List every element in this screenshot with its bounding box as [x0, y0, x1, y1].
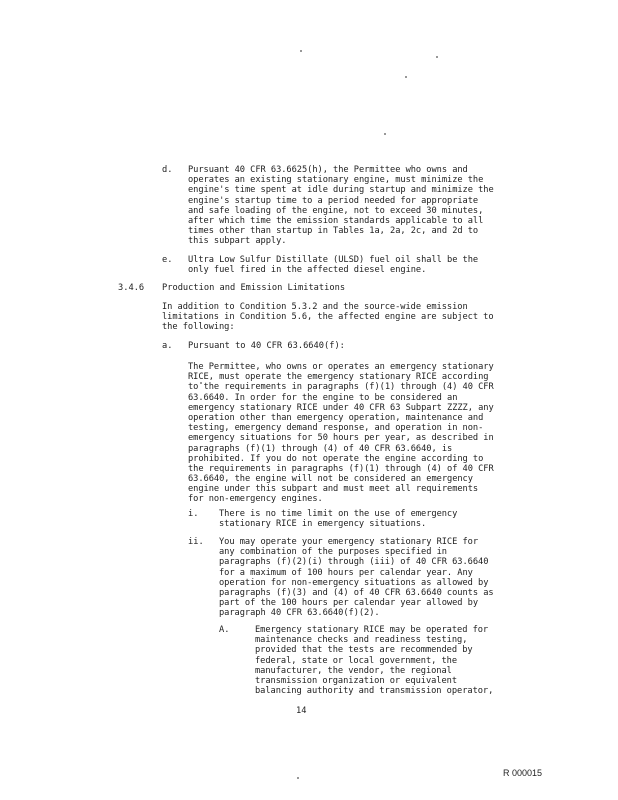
item-e-label: e.	[162, 255, 173, 265]
text-line: for non-emergency engines.	[188, 494, 323, 505]
text-line: Pursuant 40 CFR 63.6625(h), the Permittee who owns and	[188, 165, 468, 175]
text-line: provided that the tests are recommended by	[255, 645, 473, 656]
text-line: operation for non-emergency situations as allowed by	[219, 577, 489, 588]
item-a-label: a.	[162, 341, 173, 351]
text-line: federal, state or local government, the	[255, 655, 458, 666]
text-line: There is no time limit on the use of emergency	[219, 509, 458, 519]
text-line: transmission organization or equivalent	[255, 675, 458, 686]
text-line: testing, emergency demand response, and operation in non-	[188, 423, 484, 434]
scan-speck	[405, 76, 407, 78]
text-line: emergency stationary RICE under 40 CFR 63 Subpart ZZZZ, any	[188, 402, 494, 413]
item-d-label: d.	[162, 165, 173, 175]
text-line: operates an existing stationary engine, must minimize the	[188, 175, 484, 186]
text-line: prohibited. If you do not operate the engine according to	[188, 453, 484, 464]
emergency-rice-paragraph	[188, 362, 494, 505]
text-line: limitations in Condition 5.6, the affected engine are subject to	[162, 312, 494, 323]
text-line: operation other than emergency operation, maintenance and	[188, 412, 484, 423]
text-line: engine under this subpart and must meet all requirements	[188, 484, 479, 495]
scan-speck	[300, 50, 302, 52]
text-line: RICE, must operate the emergency stationary RICE according	[188, 372, 489, 383]
text-line: engine's startup time to a period needed for appropriate	[188, 195, 479, 206]
text-line: paragraphs (f)(3) and (4) of 40 CFR 63.6640 counts as	[219, 587, 494, 598]
section-number: 3.4.6	[118, 283, 145, 293]
text-line: paragraph 40 CFR 63.6640(f)(2).	[219, 608, 380, 619]
text-line: stationary RICE in emergency situations.	[219, 519, 427, 530]
text-line: Ultra Low Sulfur Distillate (ULSD) fuel oil shall be the	[188, 255, 479, 265]
text-line: You may operate your emergency stationary RICE for	[219, 537, 479, 547]
text-line: engine's time spent at idle during startup and minimize the	[188, 185, 494, 196]
text-line: after which time the emission standards applicable to all	[188, 215, 484, 226]
bates-number: R 000015	[503, 768, 543, 778]
item-A-text	[255, 625, 493, 696]
text-line: for a maximum of 100 hours per calendar year. Any	[219, 567, 473, 578]
item-ii-label: ii.	[188, 537, 204, 547]
item-i-text	[219, 509, 457, 529]
text-line: any combination of the purposes specified in	[219, 547, 447, 558]
text-line: maintenance checks and readiness testing,	[255, 635, 468, 646]
text-line: and safe loading of the engine, not to exceed 30 minutes,	[188, 205, 484, 216]
text-line: In addition to Condition 5.3.2 and the source-wide emission	[162, 302, 468, 312]
item-A-label: A.	[219, 625, 230, 635]
text-line: only fuel fired in the affected diesel engine.	[188, 265, 427, 276]
item-d-text	[188, 165, 494, 247]
item-i-label: i.	[188, 509, 199, 519]
text-line: 63.6640, the engine will not be considered an emergency	[188, 474, 473, 485]
section-title: Production and Emission Limitations	[162, 283, 346, 293]
section-intro	[162, 302, 494, 333]
text-line: paragraphs (f)(1) through (4) of 40 CFR 63.6640, is	[188, 443, 453, 454]
scan-speck	[384, 133, 386, 135]
text-line: the following:	[162, 322, 235, 333]
text-line: 63.6640. In order for the engine to be considered an	[188, 392, 458, 403]
text-line: this subpart apply.	[188, 236, 287, 247]
item-ii-text	[219, 537, 494, 619]
scan-speck	[436, 56, 438, 58]
scan-speck	[297, 777, 299, 779]
text-line: the requirements in paragraphs (f)(1) through (4) of 40 CFR	[188, 463, 494, 474]
item-e-text	[188, 255, 478, 275]
text-line: balancing authority and transmission operator,	[255, 686, 494, 697]
text-line: to the requirements in paragraphs (f)(1) through (4) 40 CFR	[188, 382, 494, 393]
text-line: emergency situations for 50 hours per year, as described in	[188, 433, 494, 444]
text-line: times other than startup in Tables 1a, 2a, 2c, and 2d to	[188, 226, 479, 237]
text-line: The Permittee, who owns or operates an emergency stationary	[188, 362, 494, 372]
text-line: paragraphs (f)(2)(i) through (iii) of 40 CFR 63.6640	[219, 557, 489, 568]
text-line: Emergency stationary RICE may be operated for	[255, 625, 489, 635]
text-line: part of the 100 hours per calendar year allowed by	[219, 598, 479, 609]
page-number: 14	[296, 706, 307, 716]
item-a-text: Pursuant to 40 CFR 63.6640(f):	[188, 341, 345, 351]
text-line: manufacturer, the vendor, the regional	[255, 665, 452, 676]
